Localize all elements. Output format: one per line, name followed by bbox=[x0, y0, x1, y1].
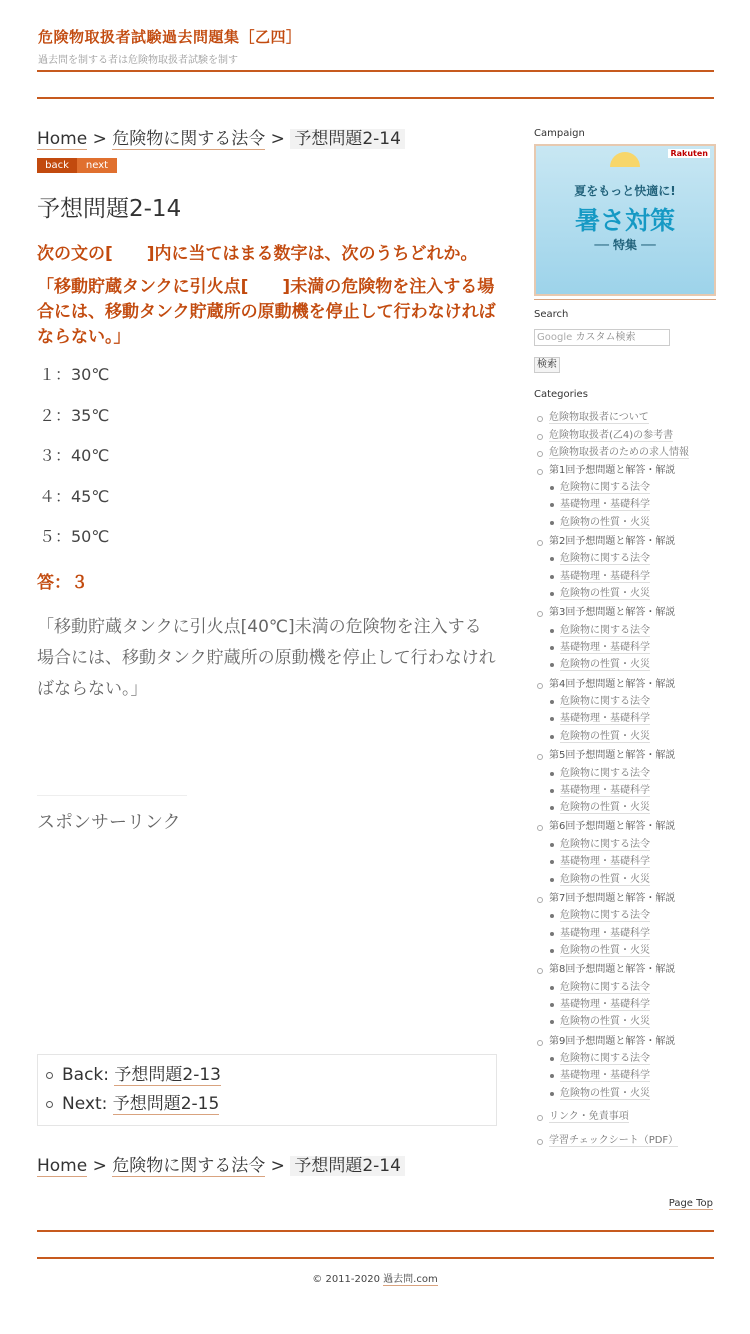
subcategory-item bbox=[560, 782, 716, 799]
category-item bbox=[549, 409, 716, 427]
copyright-link[interactable]: 過去問.com bbox=[383, 1274, 438, 1285]
prev-post-link[interactable]: 予想問題2-13 bbox=[114, 1064, 221, 1085]
page-top-link[interactable]: Page Top bbox=[668, 1198, 713, 1209]
breadcrumb bbox=[37, 126, 497, 152]
subcategory-item bbox=[560, 996, 716, 1013]
prev-item bbox=[62, 1061, 496, 1090]
subcategory-link[interactable]: 危険物に関する法令 bbox=[560, 910, 650, 922]
breadcrumb-category[interactable]: 危険物に関する法令 bbox=[112, 129, 266, 149]
subcategory-link[interactable]: 危険物の性質・火災 bbox=[560, 516, 650, 528]
breadcrumb-home[interactable]: Home bbox=[37, 1155, 88, 1176]
subcategory-item bbox=[560, 836, 716, 853]
category-group-title[interactable]: 第4回予想問題と解答・解説 bbox=[549, 676, 716, 694]
banner-line3: ── 特集 ── bbox=[594, 238, 656, 252]
sponsor-label: スポンサーリンク bbox=[37, 811, 181, 833]
category-group-title[interactable]: 第6回予想問題と解答・解説 bbox=[549, 818, 716, 836]
site-description: 過去問を制する者は危険物取扱者試験を制す bbox=[38, 55, 238, 66]
category-group bbox=[534, 462, 716, 531]
subcategory-link[interactable]: 危険物に関する法令 bbox=[560, 696, 650, 708]
subcategory-link[interactable]: 危険物に関する法令 bbox=[560, 482, 650, 493]
choice-list bbox=[37, 362, 497, 565]
next-button[interactable]: next bbox=[77, 158, 117, 173]
subcategory-item bbox=[560, 942, 716, 959]
prev-next-box bbox=[37, 1054, 497, 1126]
category-link[interactable]: 危険物取扱者のための求人情報 bbox=[549, 447, 689, 458]
category-group bbox=[534, 676, 716, 745]
category-group bbox=[534, 961, 716, 1030]
subcategory-item bbox=[560, 585, 716, 602]
category-link[interactable]: 学習チェックシート（PDF） bbox=[549, 1134, 679, 1146]
subcategory-item bbox=[560, 853, 716, 870]
category-group bbox=[534, 1033, 716, 1102]
breadcrumb-current: 予想問題2-14 bbox=[290, 1156, 405, 1176]
category-link[interactable]: 危険物取扱者(乙4)の参考書 bbox=[549, 429, 674, 441]
subcategory-item bbox=[560, 871, 716, 888]
search-heading: Search bbox=[534, 309, 569, 320]
site-title[interactable]: 危険物取扱者試験過去問題集［乙四］ bbox=[38, 28, 302, 46]
banner-line2: 暑さ対策 bbox=[574, 206, 675, 235]
prev-label: Back: bbox=[62, 1064, 115, 1085]
subcategory-item bbox=[560, 979, 716, 996]
choice-item: ３：40℃ bbox=[39, 446, 110, 465]
subcategory-item bbox=[560, 693, 716, 710]
subcategory-item bbox=[560, 925, 716, 942]
subcategory-link[interactable]: 危険物の性質・火災 bbox=[560, 587, 650, 599]
question-text: 次の文の[ ]内に当てはまる数字は、次のうちどれか。 bbox=[37, 244, 478, 264]
subcategory-link[interactable]: 危険物に関する法令 bbox=[560, 767, 650, 779]
subcategory-link[interactable]: 基礎物理・基礎科学 bbox=[560, 642, 650, 654]
category-group bbox=[534, 533, 716, 602]
answer-text: 答：３ bbox=[37, 572, 88, 593]
subcategory-link[interactable]: 危険物の性質・火災 bbox=[560, 873, 650, 885]
breadcrumb-separator: > bbox=[270, 1155, 285, 1176]
question-quote: 「移動貯蔵タンクに引火点[ ]未満の危険物を注入する場合には、移動タンク貯蔵所の原動機を停止して行わなければならない。」 bbox=[37, 277, 496, 347]
category-group-title[interactable]: 第1回予想問題と解答・解説 bbox=[549, 462, 716, 480]
subcategory-item bbox=[560, 907, 716, 924]
category-item bbox=[549, 1108, 716, 1126]
category-list bbox=[534, 409, 716, 1149]
subcategory-item bbox=[560, 799, 716, 816]
category-group-title[interactable]: 第8回予想問題と解答・解説 bbox=[549, 961, 716, 979]
rakuten-logo: Rakuten bbox=[670, 149, 708, 158]
header-divider bbox=[37, 70, 714, 72]
footer-divider bbox=[37, 1230, 714, 1232]
next-item bbox=[62, 1090, 496, 1119]
copyright bbox=[0, 1270, 750, 1285]
subcategory-item bbox=[560, 1067, 716, 1084]
search-input[interactable] bbox=[534, 329, 670, 346]
category-group-title[interactable]: 第3回予想問題と解答・解説 bbox=[549, 604, 716, 622]
subcategory-link[interactable]: 危険物に関する法令 bbox=[560, 624, 650, 636]
subcategory-link[interactable]: 危険物に関する法令 bbox=[560, 553, 650, 565]
campaign-heading: Campaign bbox=[534, 128, 585, 139]
subcategory-link[interactable]: 基礎物理・基礎科学 bbox=[560, 713, 650, 725]
subcategory-item bbox=[560, 622, 716, 639]
subcategory-link[interactable]: 危険物の性質・火災 bbox=[560, 944, 650, 956]
category-item bbox=[549, 427, 716, 445]
copyright-text: © 2011-2020 bbox=[312, 1274, 384, 1285]
search-button[interactable]: 検索 bbox=[534, 357, 560, 373]
sidebar-divider bbox=[534, 299, 716, 300]
explanation-text: 「移動貯蔵タンクに引火点[40℃]未満の危険物を注入する場合には、移動タンク貯蔵所の原動機を停止して行わなければならない。」 bbox=[37, 616, 496, 699]
choice-item: ５：50℃ bbox=[39, 527, 110, 546]
category-group-title[interactable]: 第7回予想問題と解答・解説 bbox=[549, 890, 716, 908]
next-post-link[interactable]: 予想問題2-15 bbox=[112, 1093, 220, 1114]
breadcrumb-category[interactable]: 危険物に関する法令 bbox=[112, 1155, 266, 1176]
category-item bbox=[549, 444, 716, 462]
subcategory-item bbox=[560, 1085, 716, 1102]
nav-divider bbox=[37, 97, 714, 99]
subcategory-item bbox=[560, 765, 716, 782]
category-group-title[interactable]: 第9回予想問題と解答・解説 bbox=[549, 1033, 716, 1051]
sidebar bbox=[534, 128, 716, 1149]
back-button[interactable]: back bbox=[37, 158, 77, 173]
footer-divider bbox=[37, 1257, 714, 1259]
subcategory-link[interactable]: 危険物の性質・火災 bbox=[560, 802, 650, 814]
post-nav-buttons bbox=[37, 158, 497, 173]
category-link[interactable]: リンク・免責事項 bbox=[549, 1111, 629, 1123]
category-link[interactable]: 危険物取扱者について bbox=[549, 412, 649, 423]
choice-item: １：30℃ bbox=[39, 365, 110, 384]
subcategory-link[interactable]: 危険物に関する法令 bbox=[560, 1053, 650, 1065]
category-group bbox=[534, 818, 716, 887]
subcategory-item bbox=[560, 568, 716, 585]
subcategory-item bbox=[560, 479, 716, 496]
subcategory-link[interactable]: 基礎物理・基礎科学 bbox=[560, 1070, 650, 1082]
category-group bbox=[534, 747, 716, 816]
breadcrumb-bottom bbox=[37, 1153, 497, 1179]
breadcrumb-current: 予想問題2-14 bbox=[290, 129, 405, 149]
subcategory-link[interactable]: 危険物の性質・火災 bbox=[560, 1016, 650, 1028]
subcategory-link[interactable]: 基礎物理・基礎科学 bbox=[560, 570, 650, 582]
next-label: Next: bbox=[62, 1093, 113, 1114]
category-group-title[interactable]: 第5回予想問題と解答・解説 bbox=[549, 747, 716, 765]
subcategory-item bbox=[560, 496, 716, 513]
breadcrumb-home[interactable]: Home bbox=[37, 129, 88, 149]
category-group-title[interactable]: 第2回予想問題と解答・解説 bbox=[549, 533, 716, 551]
campaign-banner[interactable] bbox=[534, 144, 716, 296]
subcategory-item bbox=[560, 728, 716, 745]
search-placeholder: カスタム検索 bbox=[575, 332, 636, 343]
subcategory-link[interactable]: 危険物に関する法令 bbox=[560, 981, 650, 993]
subcategory-link[interactable]: 危険物の性質・火災 bbox=[560, 730, 650, 742]
banner-line1: 夏をもっと快適に! bbox=[574, 184, 676, 198]
subcategory-link[interactable]: 危険物に関する法令 bbox=[560, 838, 650, 850]
main-content bbox=[37, 126, 497, 1179]
subcategory-link[interactable]: 基礎物理・基礎科学 bbox=[560, 499, 650, 511]
sun-icon bbox=[610, 152, 640, 167]
subcategory-item bbox=[560, 1013, 716, 1030]
subcategory-item bbox=[560, 1050, 716, 1067]
subcategory-item bbox=[560, 514, 716, 531]
subcategory-link[interactable]: 危険物の性質・火災 bbox=[560, 1087, 650, 1099]
subcategory-link[interactable]: 基礎物理・基礎科学 bbox=[560, 856, 650, 868]
page-title: 予想問題2-14 bbox=[37, 196, 182, 222]
category-item bbox=[549, 1132, 716, 1150]
subcategory-link[interactable]: 基礎物理・基礎科学 bbox=[560, 999, 650, 1011]
google-logo: Google bbox=[537, 332, 573, 343]
subcategory-item bbox=[560, 550, 716, 567]
ad-divider bbox=[37, 795, 187, 796]
breadcrumb-separator: > bbox=[92, 1155, 107, 1176]
subcategory-link[interactable]: 基礎物理・基礎科学 bbox=[560, 927, 650, 939]
choice-item: ２：35℃ bbox=[39, 405, 110, 425]
category-group bbox=[534, 890, 716, 959]
category-group bbox=[534, 604, 716, 673]
subcategory-link[interactable]: 基礎物理・基礎科学 bbox=[560, 784, 650, 796]
breadcrumb-separator: > bbox=[270, 129, 285, 149]
breadcrumb-separator: > bbox=[92, 129, 107, 149]
subcategory-item bbox=[560, 710, 716, 727]
categories-heading: Categories bbox=[534, 389, 588, 400]
choice-item: ４：45℃ bbox=[39, 486, 110, 506]
subcategory-link[interactable]: 危険物の性質・火災 bbox=[560, 659, 650, 671]
subcategory-item bbox=[560, 656, 716, 673]
subcategory-item bbox=[560, 639, 716, 656]
